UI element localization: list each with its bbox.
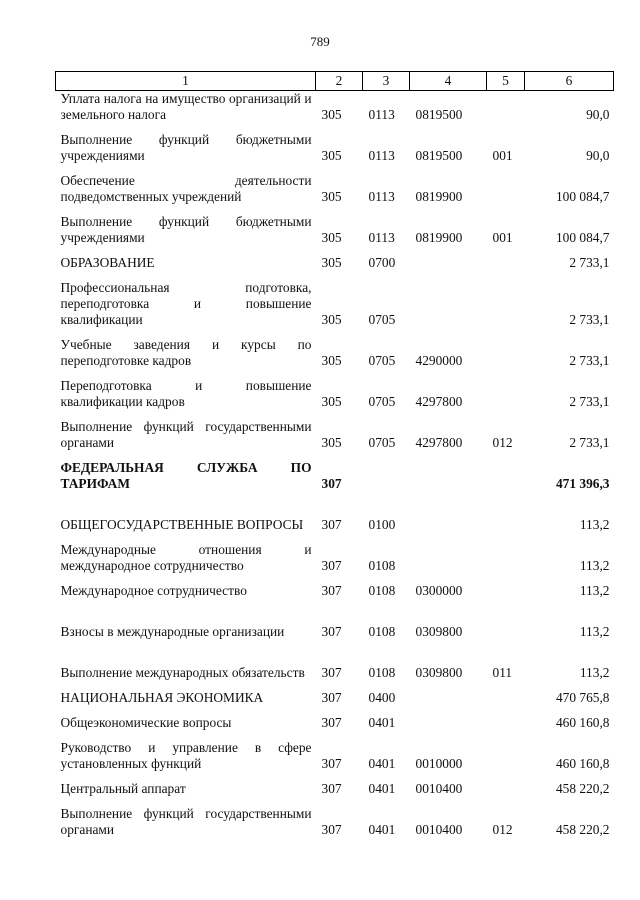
row-name: ОБЩЕГОСУДАРСТВЕННЫЕ ВОПРОСЫ — [60, 517, 304, 532]
row-amount: 2 733,1 — [569, 255, 610, 270]
row-amount: 2 733,1 — [569, 312, 610, 327]
row-code-5 — [487, 451, 525, 492]
row-name: Международные отношения и международное сотрудничество — [60, 542, 312, 573]
row-code-5 — [487, 731, 525, 772]
header-cell-5: 5 — [487, 72, 525, 91]
header-cell-2: 2 — [316, 72, 363, 91]
row-code-2: 305 — [321, 312, 342, 327]
table-row — [56, 123, 614, 164]
budget-table — [55, 71, 614, 838]
row-code-4 — [410, 451, 487, 492]
page-number: 789 — [310, 34, 330, 49]
row-name: Профессиональная подготовка, переподготовка и повышение квалификации — [60, 280, 312, 327]
row-code-5 — [487, 533, 525, 574]
header-cell-4: 4 — [410, 72, 487, 91]
row-code-3: 0401 — [368, 756, 396, 771]
row-code-5: 011 — [492, 665, 513, 680]
row-amount: 2 733,1 — [569, 353, 610, 368]
row-amount: 90,0 — [586, 107, 610, 122]
row-name: Общеэкономические вопросы — [60, 715, 232, 730]
table-header — [56, 72, 614, 91]
row-code-2: 305 — [321, 230, 342, 245]
row-code-2: 307 — [321, 558, 342, 573]
row-code-5 — [487, 246, 525, 271]
row-amount: 100 084,7 — [555, 230, 610, 245]
row-code-4 — [410, 246, 487, 271]
row-name: Руководство и управление в сфере установленных функций — [60, 740, 312, 771]
header-row — [56, 72, 614, 91]
table-row — [56, 164, 614, 205]
row-code-4: 0300000 — [415, 583, 463, 598]
row-name: Выполнение функций государственными органами — [60, 419, 312, 450]
table-row — [56, 640, 614, 681]
row-code-2: 305 — [321, 148, 342, 163]
row-name: ФЕДЕРАЛЬНАЯ СЛУЖБА ПО ТАРИФАМ — [60, 460, 312, 491]
row-amount: 113,2 — [579, 517, 610, 532]
header-cell-1: 1 — [56, 72, 316, 91]
row-amount: 458 220,2 — [555, 781, 610, 796]
row-name: Центральный аппарат — [60, 781, 186, 796]
row-amount: 2 733,1 — [569, 435, 610, 450]
row-amount: 460 160,8 — [555, 756, 610, 771]
row-code-5: 012 — [492, 435, 513, 450]
row-code-2: 307 — [321, 781, 342, 796]
row-name: Выполнение международных обязательств — [60, 665, 305, 680]
header-cell-6: 6 — [525, 72, 614, 91]
table-body — [56, 91, 614, 839]
row-name: Выполнение функций государственными органами — [60, 806, 312, 837]
row-name: Уплата налога на имущество организаций и земельного налога — [60, 91, 312, 122]
row-code-2: 305 — [321, 353, 342, 368]
row-code-4: 0819900 — [415, 230, 463, 245]
table-row — [56, 451, 614, 492]
row-code-3: 0113 — [368, 230, 395, 245]
row-name: Международное сотрудничество — [60, 583, 247, 598]
row-code-5: 001 — [492, 148, 513, 163]
table-row — [56, 731, 614, 772]
row-amount: 458 220,2 — [555, 822, 610, 837]
row-code-2: 305 — [321, 394, 342, 409]
row-code-5 — [487, 271, 525, 328]
row-code-4: 0010000 — [415, 756, 463, 771]
row-code-3: 0113 — [368, 189, 395, 204]
table-row — [56, 599, 614, 640]
row-code-2: 307 — [321, 517, 342, 532]
row-code-3: 0401 — [368, 715, 396, 730]
row-code-5 — [487, 164, 525, 205]
row-code-5 — [487, 772, 525, 797]
row-code-3: 0113 — [368, 107, 395, 122]
row-amount: 2 733,1 — [569, 394, 610, 409]
table-row — [56, 533, 614, 574]
row-amount: 113,2 — [579, 558, 610, 573]
row-code-4 — [410, 271, 487, 328]
table-row — [56, 410, 614, 451]
row-name: Обеспечение деятельности подведомственных учреждений — [60, 173, 312, 204]
table-row — [56, 271, 614, 328]
row-code-3: 0705 — [368, 435, 396, 450]
row-code-3: 0108 — [368, 624, 396, 639]
table-row — [56, 772, 614, 797]
row-code-4: 0819500 — [415, 107, 463, 122]
row-name: Учебные заведения и курсы по переподготовке кадров — [60, 337, 312, 368]
row-amount: 113,2 — [579, 583, 610, 598]
table-row — [56, 328, 614, 369]
row-code-5 — [487, 706, 525, 731]
row-code-5 — [487, 328, 525, 369]
row-amount: 460 160,8 — [555, 715, 610, 730]
row-code-3: 0108 — [368, 583, 396, 598]
row-code-2: 305 — [321, 435, 342, 450]
row-code-2: 305 — [321, 255, 342, 270]
row-amount: 470 765,8 — [555, 690, 610, 705]
row-code-5 — [487, 599, 525, 640]
table-row — [56, 91, 614, 124]
row-name: НАЦИОНАЛЬНАЯ ЭКОНОМИКА — [60, 690, 264, 705]
row-code-3: 0113 — [368, 148, 395, 163]
row-amount: 113,2 — [579, 624, 610, 639]
row-code-5 — [487, 574, 525, 599]
row-code-4: 0309800 — [415, 665, 463, 680]
table-row — [56, 706, 614, 731]
row-amount: 100 084,7 — [555, 189, 610, 204]
row-code-2: 307 — [321, 665, 342, 680]
row-name: Переподготовка и повышение квалификации кадров — [60, 378, 312, 409]
row-code-2: 307 — [321, 690, 342, 705]
row-code-5: 012 — [492, 822, 513, 837]
row-code-2: 305 — [321, 189, 342, 204]
row-code-4 — [410, 706, 487, 731]
row-code-3: 0400 — [368, 690, 396, 705]
row-code-3: 0700 — [368, 255, 396, 270]
row-code-4 — [410, 492, 487, 533]
table-row — [56, 246, 614, 271]
row-code-5 — [487, 681, 525, 706]
row-name: Выполнение функций бюджетными учреждениями — [60, 214, 312, 245]
row-code-4: 0819900 — [415, 189, 463, 204]
row-code-3: 0401 — [368, 822, 396, 837]
row-code-4: 0819500 — [415, 148, 463, 163]
row-code-2: 307 — [321, 756, 342, 771]
row-code-5 — [487, 369, 525, 410]
row-code-3: 0705 — [368, 312, 396, 327]
table-row — [56, 681, 614, 706]
row-amount: 113,2 — [579, 665, 610, 680]
header-cell-3: 3 — [363, 72, 410, 91]
row-code-3: 0401 — [368, 781, 396, 796]
row-name: ОБРАЗОВАНИЕ — [60, 255, 155, 270]
row-code-4: 4290000 — [415, 353, 463, 368]
row-code-2: 307 — [321, 624, 342, 639]
row-code-3: 0100 — [368, 517, 396, 532]
row-name: Выполнение функций бюджетными учреждениями — [60, 132, 312, 163]
table-row — [56, 492, 614, 533]
row-code-4: 4297800 — [415, 394, 463, 409]
table-row — [56, 574, 614, 599]
row-code-3 — [363, 451, 410, 492]
row-code-2: 307 — [321, 476, 342, 491]
row-amount: 471 396,3 — [555, 476, 610, 491]
row-code-5 — [487, 492, 525, 533]
row-code-5 — [487, 91, 525, 124]
row-code-3: 0705 — [368, 394, 396, 409]
row-name: Взносы в международные организации — [60, 624, 285, 639]
row-code-4: 0010400 — [415, 781, 463, 796]
row-code-4 — [410, 681, 487, 706]
row-code-3: 0108 — [368, 665, 396, 680]
row-code-2: 307 — [321, 583, 342, 598]
table-row — [56, 205, 614, 246]
row-code-4: 4297800 — [415, 435, 463, 450]
table-row — [56, 797, 614, 838]
row-code-2: 307 — [321, 822, 342, 837]
row-code-4 — [410, 533, 487, 574]
row-code-3: 0705 — [368, 353, 396, 368]
row-code-2: 307 — [321, 715, 342, 730]
table-row — [56, 369, 614, 410]
row-code-2: 305 — [321, 107, 342, 122]
row-code-3: 0108 — [368, 558, 396, 573]
row-amount: 90,0 — [586, 148, 610, 163]
row-code-4: 0010400 — [415, 822, 463, 837]
row-code-4: 0309800 — [415, 624, 463, 639]
row-code-5: 001 — [492, 230, 513, 245]
